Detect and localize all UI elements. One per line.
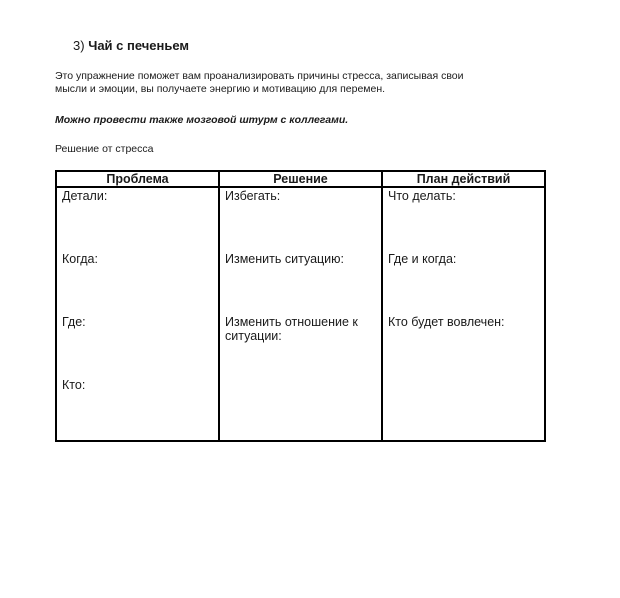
brainstorm-note: Можно провести также мозговой штурм с коллегами. [55, 114, 349, 126]
solution-column[interactable] [219, 187, 382, 441]
problem-when-label: Когда: [62, 252, 98, 266]
table-caption: Решение от стресса [55, 143, 154, 155]
intro-line-1: Это упражнение поможет вам проанализировать причины стресса, записывая свои [55, 70, 464, 82]
section-heading [73, 38, 189, 54]
plan-who-involved-label: Кто будет вовлечен: [388, 315, 505, 329]
header-action-plan: План действий [382, 171, 545, 187]
section-number: 3) [73, 38, 85, 53]
solution-avoid-label: Избегать: [225, 189, 281, 203]
stress-solution-table [55, 170, 546, 442]
problem-where-label: Где: [62, 315, 86, 329]
table-row [56, 187, 545, 441]
problem-details-label: Детали: [62, 189, 108, 203]
solution-change-situation-label: Изменить ситуацию: [225, 252, 345, 266]
plan-what-to-do-label: Что делать: [388, 189, 456, 203]
header-solution: Решение [219, 171, 382, 187]
plan-where-when-label: Где и когда: [388, 252, 457, 266]
problem-who-label: Кто: [62, 378, 86, 392]
section-title: Чай с печеньем [88, 38, 190, 53]
header-problem: Проблема [56, 171, 219, 187]
intro-line-2: мысли и эмоции, вы получаете энергию и мотивацию для перемен. [55, 83, 386, 95]
intro-paragraph [55, 70, 555, 96]
table-header-row [56, 171, 545, 187]
solution-change-attitude-label: Изменить отношение к ситуации: [225, 315, 358, 343]
action-plan-column[interactable] [382, 187, 545, 441]
problem-column[interactable] [56, 187, 219, 441]
